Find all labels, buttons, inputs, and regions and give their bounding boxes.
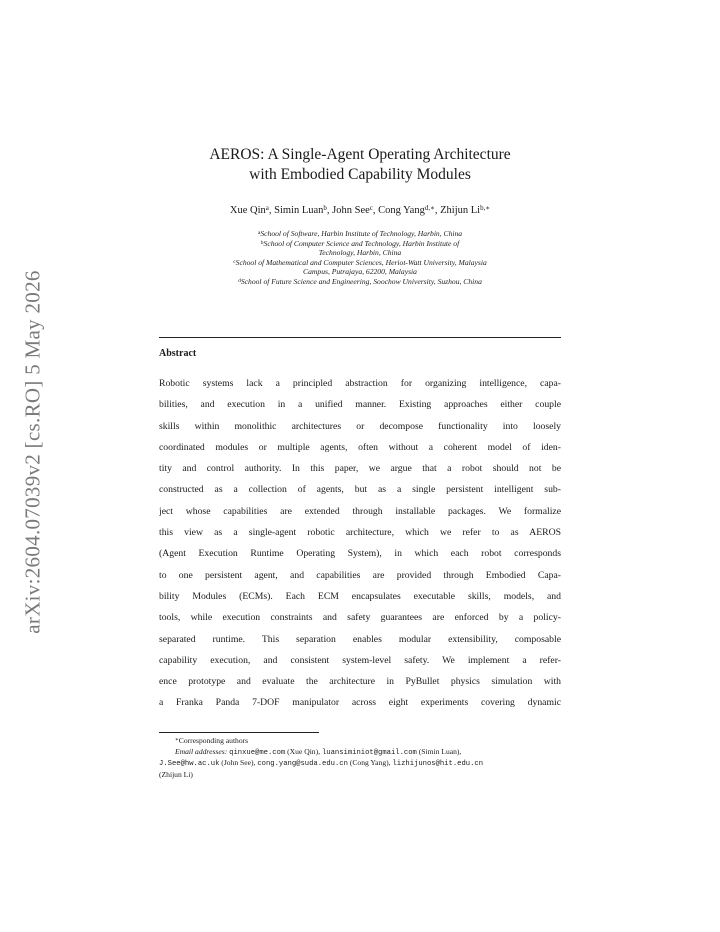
corresponding-note: ∗Corresponding authors xyxy=(175,736,249,745)
paper-title xyxy=(159,145,561,185)
affiliation-line: Campus, Putrajaya, 62200, Malaysia xyxy=(303,267,417,276)
abstract-line: constructed as a collection of agents, but as a single persistent intelligent sub- xyxy=(159,484,561,496)
title-line-1: AEROS: A Single-Agent Operating Architecture xyxy=(209,146,511,163)
abstract-line: coordinated modules or multiple agents, often without a coherent model of iden- xyxy=(159,441,561,453)
abstract-line: bility Modules (ECMs). Each ECM encapsulates executable skills, models, and xyxy=(159,590,561,602)
abstract-heading: Abstract xyxy=(159,348,197,359)
author-list xyxy=(159,204,561,216)
title-line-2: with Embodied Capability Modules xyxy=(249,166,471,183)
abstract-line: skills within monolithic architectures or decompose functionality into loosely xyxy=(159,420,561,432)
footnotes xyxy=(159,735,561,781)
abstract-line: bilities, and execution in a unified manner. Existing approaches either couple xyxy=(159,399,561,411)
affiliations xyxy=(159,229,561,286)
email-link[interactable]: qinxue@me.com xyxy=(229,748,286,757)
email-link[interactable]: cong.yang@suda.edu.cn xyxy=(257,760,348,769)
affiliation-line: $^b$School of Computer Science and Technology, Harbin Institute of xyxy=(260,238,460,248)
author: Simin Luan$^b$, xyxy=(274,204,333,216)
author: John See$^c$, xyxy=(332,204,379,216)
abstract-line: tools, while execution constraints and safety guarantees are enforced by a policy- xyxy=(159,612,561,624)
affiliation-line: Technology, Harbin, China xyxy=(318,248,402,257)
email-line: Email addresses: qinxue@me.com (Xue Qin), luansiminiot@gmail.com (Simin Luan), xyxy=(175,746,462,757)
email-link[interactable]: J.See@hw.ac.uk xyxy=(159,760,220,769)
abstract-line: to one persistent agent, and capabilities are provided through Embodied Capa- xyxy=(159,569,561,581)
abstract-top-rule xyxy=(159,337,561,338)
abstract-line: ject whose capabilities are extended through installable packages. We formalize xyxy=(159,505,561,517)
author: Cong Yang$^{d,∗}$, xyxy=(378,204,441,216)
abstract-line: ence prototype and evaluate the architecture in PyBullet physics simulation with xyxy=(159,676,561,688)
abstract-line: a Franka Panda 7-DOF manipulator across eight experiments covering dynamic xyxy=(159,697,561,709)
affiliation-line: $^d$School of Future Science and Engineering, Soochow University, Suzhou, China xyxy=(238,276,482,286)
affiliation-line: $^c$School of Mathematical and Computer Sciences, Heriot-Watt University, Malaysia xyxy=(233,257,487,267)
email-link[interactable]: luansiminiot@gmail.com xyxy=(321,748,417,757)
abstract-body xyxy=(159,373,561,714)
arxiv-identifier-stamp: arXiv:2604.07039v2 [cs.RO] 5 May 2026 xyxy=(20,270,45,634)
affiliation-line: $^a$School of Software, Harbin Institute of Technology, Harbin, China xyxy=(257,229,463,238)
abstract-line: capability execution, and consistent system-level safety. We implement a refer- xyxy=(159,654,561,666)
abstract-line: Robotic systems lack a principled abstraction for organizing intelligence, capa- xyxy=(159,378,561,389)
author: Xue Qin$^a$, xyxy=(229,204,275,216)
author: Zhijun $Li^{b,∗}$ xyxy=(440,204,491,216)
abstract-line: (Agent Execution Runtime Operating System), in which each robot corresponds xyxy=(159,548,561,560)
footnote-rule xyxy=(159,732,319,733)
abstract-line: tity and control authority. In this paper, we argue that a robot should not be xyxy=(159,463,561,475)
email-line: (Zhijun Li) xyxy=(159,770,193,780)
email-line: J.See@hw.ac.uk (John See), cong.yang@suda.edu.cn (Cong Yang), lizhijunos@hit.edu.cn xyxy=(159,758,484,769)
email-link[interactable]: lizhijunos@hit.edu.cn xyxy=(392,760,484,769)
abstract-line: this view as a single-agent robotic architecture, which we refer to as AEROS xyxy=(159,527,561,539)
abstract-line: separated runtime. This separation enables modular extensibility, composable xyxy=(159,633,561,645)
